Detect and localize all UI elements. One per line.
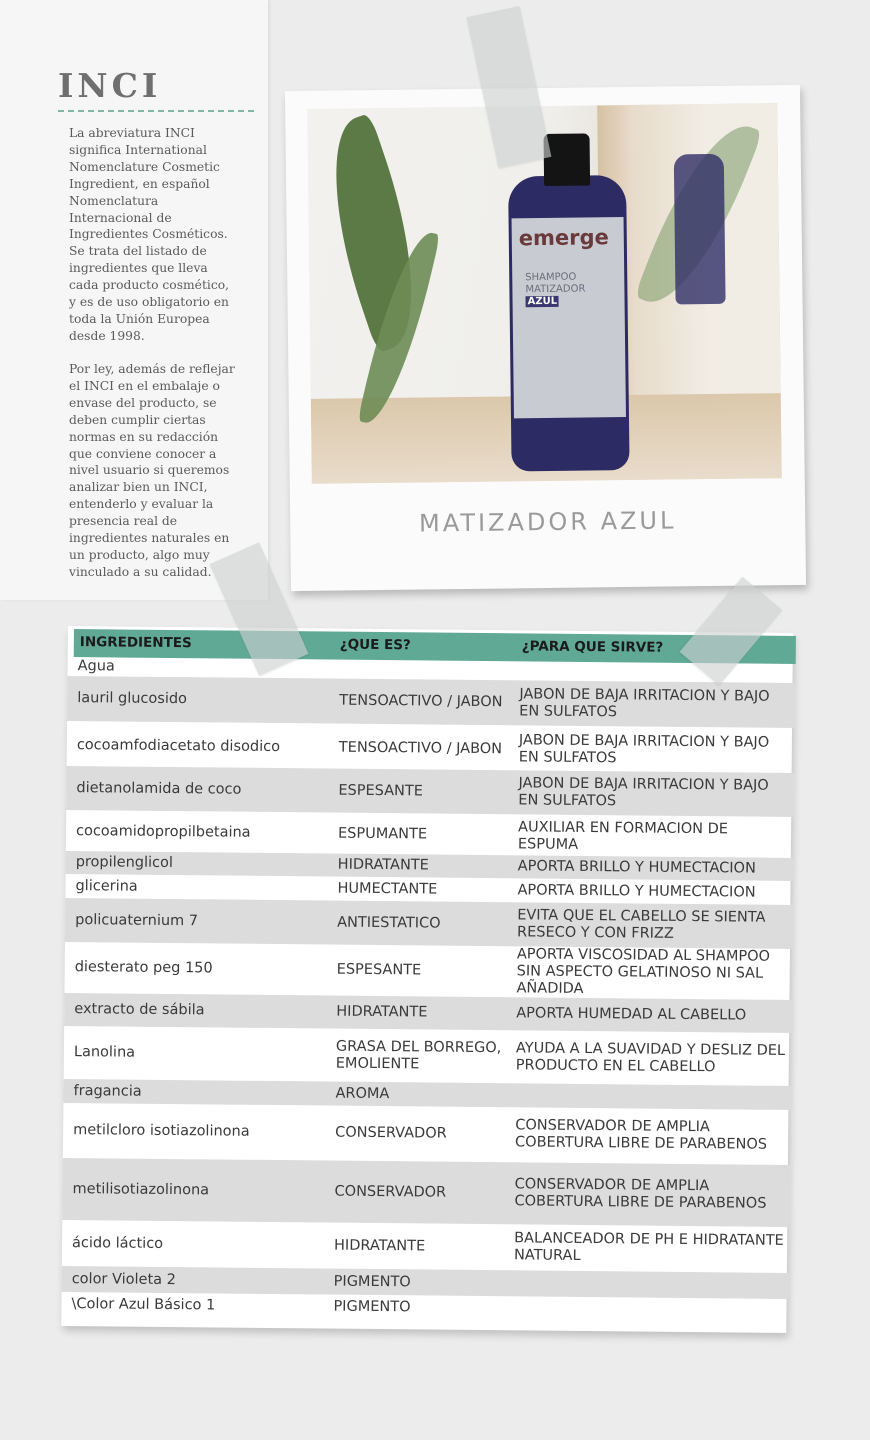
what-is-cell: HIDRATANTE: [337, 856, 429, 874]
inci-title: INCI: [58, 66, 162, 105]
table-row: [64, 1026, 792, 1086]
purpose-cell: AYUDA A LA SUAVIDAD Y DESLIZ DEL PRODUCTO EN EL CABELLO: [515, 1039, 786, 1075]
ingredient-cell: fragancia: [73, 1082, 142, 1100]
inci-definition-paragraph: La abreviatura INCI significa International Nomenclature Cosmetic Ingredient, en español Nomenclatura Internacional de Ingredientes Cosméticos. Se trata del listado de ingredientes que lleva cada producto cosmético, y es de uso obligatorio en toda la Unión Europea desde 1998.: [69, 126, 230, 343]
ingredient-cell: policuaternium 7: [75, 911, 199, 929]
plant-leaf-icon: [307, 113, 444, 353]
purpose-cell: APORTA BRILLO Y HUMECTACION: [517, 881, 756, 901]
header-what-is: ¿QUE ES?: [339, 636, 411, 654]
what-is-cell: AROMA: [335, 1085, 390, 1102]
purpose-cell: JABON DE BAJA IRRITACION Y BAJO EN SULFATOS: [518, 775, 769, 810]
what-is-cell: PIGMENTO: [333, 1273, 411, 1290]
purpose-cell: JABON DE BAJA IRRITACION Y BAJO EN SULFATOS: [519, 685, 770, 720]
header-purpose: ¿PARA QUE SIRVE?: [521, 638, 664, 656]
header-ingredients: INGREDIENTES: [79, 634, 192, 652]
what-is-cell: [340, 660, 515, 681]
what-is-cell: CONSERVADOR: [334, 1183, 447, 1201]
what-is-cell: HIDRATANTE: [333, 1237, 426, 1254]
what-is-cell: HUMECTANTE: [337, 880, 438, 898]
purpose-cell: AUXILIAR EN FORMACION DE ESPUMA: [517, 818, 729, 853]
table-row: [67, 724, 795, 773]
purpose-cell: CONSERVADOR DE AMPLIA COBERTURA LIBRE DE PARABENOS: [514, 1176, 767, 1212]
product-photo: [307, 103, 782, 484]
purpose-cell: [514, 1270, 784, 1299]
what-is-cell: HIDRATANTE: [336, 1003, 428, 1021]
purpose-cell: [513, 1296, 783, 1323]
table-row: [62, 1220, 790, 1273]
inci-rules-paragraph: Por ley, además de reflejar el INCI en el embalaje o envase del producto, se deben cumplir ciertas normas en su redacción que conviene conocer a nivel usuario si queremos analizar bien un INCI, entenderlo y evaluar la presencia real de ingredientes naturales en un producto, algo muy vinculado a su calidad.: [69, 362, 235, 579]
ingredient-cell: dietanolamida de coco: [76, 779, 242, 798]
purpose-cell: BALANCEADOR DE PH E HIDRATANTE NATURAL: [513, 1230, 784, 1264]
bottle-cap: [544, 133, 591, 186]
what-is-cell: ANTIESTATICO: [337, 914, 441, 932]
ingredient-cell: glicerina: [75, 877, 138, 895]
table-row: [63, 1102, 792, 1165]
brand-logo: emerge: [518, 225, 609, 251]
ingredient-cell: diesterato peg 150: [74, 959, 213, 977]
purpose-cell: APORTA HUMEDAD AL CABELLO: [516, 1005, 747, 1024]
ingredient-cell: ácido láctico: [72, 1234, 164, 1252]
what-is-cell: PIGMENTO: [333, 1298, 411, 1315]
what-is-cell: CONSERVADOR: [335, 1124, 447, 1142]
title-divider: [58, 110, 254, 112]
purpose-cell: JABON DE BAJA IRRITACION Y BAJO EN SULFATOS: [518, 732, 770, 767]
table-row: [62, 1158, 791, 1227]
what-is-cell: TENSOACTIVO / JABON: [338, 739, 503, 757]
purpose-cell: [519, 661, 789, 683]
product-polaroid: [285, 85, 806, 591]
table-row: [64, 942, 792, 1000]
purpose-cell: CONSERVADOR DE AMPLIA COBERTURA LIBRE DE PARABENOS: [514, 1117, 768, 1153]
purpose-cell: APORTA BRILLO Y HUMECTACION: [517, 858, 756, 877]
ingredient-cell: Lanolina: [73, 1044, 136, 1061]
purpose-cell: APORTA VISCOSIDAD AL SHAMPOO SIN ASPECTO GELATINOSO NI SAL AÑADIDA: [516, 946, 771, 997]
table-row: [66, 766, 794, 817]
bottle-label-text: SHAMPOO MATIZADOR AZUL: [525, 271, 586, 308]
ingredient-cell: \Color Azul Básico 1: [71, 1295, 216, 1313]
inci-sidebar: [0, 0, 268, 600]
ingredient-cell: cocoamidopropilbetaina: [75, 823, 251, 841]
ingredient-cell: propilenglicol: [75, 854, 174, 872]
what-is-cell: ESPUMANTE: [337, 825, 428, 843]
photo-caption: MATIZADOR AZUL: [418, 506, 677, 538]
ingredients-table: [61, 626, 793, 1333]
purpose-cell: EVITA QUE EL CABELLO SE SIENTA RESECO Y CON FRIZZ: [517, 907, 766, 942]
what-is-cell: TENSOACTIVO / JABON: [339, 692, 503, 711]
ingredient-cell: lauril glucosido: [77, 690, 188, 708]
what-is-cell: ESPESANTE: [338, 782, 424, 799]
ingredient-cell: metilcloro isotiazolinona: [73, 1121, 250, 1140]
ingredient-cell: extracto de sábila: [74, 1001, 205, 1019]
what-is-cell: GRASA DEL BORREGO, EMOLIENTE: [335, 1038, 502, 1072]
what-is-cell: ESPESANTE: [336, 961, 422, 979]
ingredient-cell: color Violeta 2: [71, 1270, 176, 1288]
table-row: [67, 676, 795, 728]
ingredient-cell: cocoamfodiacetato disodico: [76, 736, 281, 755]
ingredient-cell: metilisotiazolinona: [72, 1180, 210, 1198]
ingredient-cell: Agua: [77, 658, 115, 675]
table-row: [65, 898, 793, 949]
reflected-bottle: [674, 154, 726, 305]
